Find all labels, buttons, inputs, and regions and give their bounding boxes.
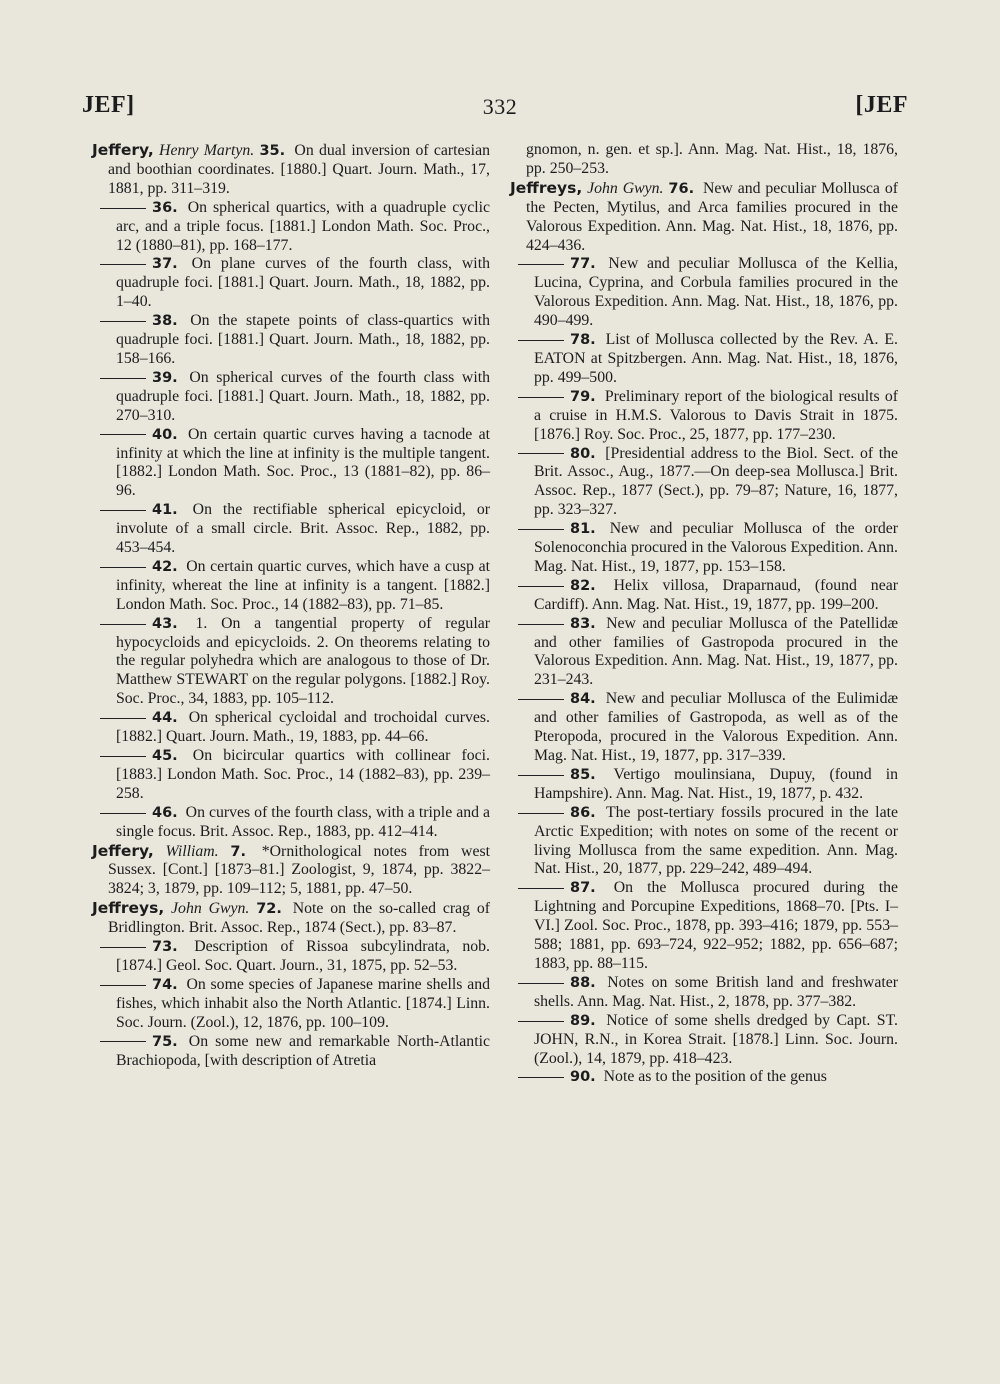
ditto-dash [518, 624, 564, 625]
entry-number: 79. [570, 388, 596, 405]
ditto-dash [518, 983, 564, 984]
bibliography-entry [526, 974, 898, 1012]
ditto-dash [100, 985, 146, 986]
ditto-dash [100, 1041, 146, 1042]
bibliography-entry [108, 747, 490, 804]
entry-number: 38. [152, 313, 178, 330]
entry-number: 45. [152, 748, 178, 764]
author-surname: Jeffreys, [92, 899, 165, 918]
bibliography-entry [526, 690, 898, 766]
author-given-name: John Gwyn. [587, 179, 664, 197]
author-entry [92, 842, 490, 900]
bibliography-entry [108, 501, 490, 558]
bibliography-entry [526, 445, 898, 521]
ditto-dash [100, 947, 146, 948]
entry-text: On the Mollusca procured during the Lightning and Porcupine Expeditions, 1868–70. [Pts. I–VI.] Zool. Soc. Proc., 1878, pp. 393–416; 1879, pp. 553–588; 1881, pp. 693–724, 922–952; 1882, pp. 656–687; 1883, pp. 88–115. [534, 879, 898, 972]
ditto-dash [518, 397, 564, 398]
ditto-dash [100, 510, 146, 511]
entry-text: Helix villosa, Draparnaud, (found near Cardiff). Ann. Mag. Nat. Hist., 19, 1877, pp. 199–200. [534, 576, 898, 613]
ditto-dash [518, 775, 564, 776]
bibliography-entry [108, 1033, 490, 1071]
entry-number: 75. [152, 1033, 178, 1050]
ditto-dash [518, 453, 564, 454]
ditto-dash [518, 586, 564, 587]
continued-entry [526, 141, 898, 179]
bibliography-entry [108, 199, 490, 256]
ditto-dash [100, 567, 146, 568]
author-given-name: William. [165, 842, 219, 860]
author-given-name: John Gwyn. [171, 900, 250, 918]
entry-text: On some new and remarkable North-Atlantic Brachiopoda, [with description of Atretia [116, 1032, 490, 1069]
bibliography-entry [526, 331, 898, 388]
entry-text: Preliminary report of the biological results of a cruise in H.M.S. Valorous to Davis Strait in 1875. [1876.] Roy. Soc. Proc., 25, 1877, pp. 177–230. [534, 387, 898, 443]
author-surname: Jeffreys, [510, 178, 583, 197]
bibliography-entry [108, 804, 490, 842]
entry-number: 35. [259, 143, 286, 159]
ditto-dash [100, 434, 146, 435]
bibliography-entry [108, 709, 490, 747]
bibliography-entry [526, 1012, 898, 1069]
entry-text: [Presidential address to the Biol. Sect. of the Brit. Assoc., Aug., 1877.—On deep-sea Mollusca.] Brit. Assoc. Rep., 1877 (Sect.), pp. 79–87; Nature, 16, 1877, pp. 323–327. [534, 444, 898, 519]
entry-text: On certain quartic curves having a tacnode at infinity at which the line at infinity is the multiple tangent. [1882.] London Math. Soc. Proc., 13 (1881–82), pp. 86–96. [116, 425, 490, 500]
ditto-dash [100, 208, 146, 209]
entry-text: gnomon, n. gen. et sp.]. Ann. Mag. Nat. Hist., 18, 1876, pp. 250–253. [526, 141, 898, 177]
bibliography-entry [526, 615, 898, 691]
entry-text: New and peculiar Mollusca of the Patellidæ and other families of Gastropoda procured in the Valorous Expedition. Ann. Mag. Nat. Hist., 19, 1877, pp. 231–243. [534, 614, 899, 689]
entry-number: 43. [152, 615, 178, 632]
ditto-dash [518, 264, 564, 265]
entry-number: 83. [570, 615, 596, 632]
entry-text: Vertigo moulinsiana, Dupuy, (found in Hampshire). Ann. Mag. Nat. Hist., 19, 1877, p. 432. [534, 765, 899, 802]
ditto-dash [100, 264, 146, 265]
entry-number: 85. [570, 766, 596, 783]
author-given-name: Henry Martyn. [159, 142, 255, 159]
entry-number: 46. [152, 804, 178, 821]
entry-text: *Ornithological notes from west Sussex. [Cont.] [1873–81.] Zoologist, 9, 1874, pp. 3822–3824; 3, 1879, pp. 109–112; 5, 1881, pp. 47–50. [108, 842, 491, 898]
entry-number: 39. [152, 369, 178, 386]
entry-text: On spherical quartics, with a quadruple cyclic arc, and a triple focus. [1881.] London Math. Soc. Proc., 12 (1880–81), pp. 168–177. [116, 198, 490, 254]
author-surname: Jeffery, [92, 141, 154, 159]
ditto-dash [518, 529, 564, 530]
entry-number: 82. [570, 577, 596, 594]
entry-text: The post-tertiary fossils procured in the late Arctic Expedition; with notes on some of the recent or living Mollusca from the same expedition. Ann. Mag. Nat. Hist., 20, 1877, pp. 229–242, 489–494. [534, 803, 898, 878]
entry-number: 36. [152, 199, 178, 216]
entry-number: 86. [570, 804, 596, 821]
entry-number: 41. [152, 502, 178, 519]
entry-text: On certain quartic curves, which have a cusp at infinity, whereat the line at infinity is a tangent. [1882.] London Math. Soc. Proc., 14 (1882–83), pp. 71–85. [116, 557, 490, 613]
entry-number: 40. [152, 426, 178, 443]
author-surname: Jeffery, [92, 841, 154, 860]
ditto-dash [100, 378, 146, 379]
ditto-dash [518, 813, 564, 814]
entry-text: On curves of the fourth class, with a triple and a single focus. Brit. Assoc. Rep., 1883, pp. 412–414. [116, 803, 490, 840]
page-number: 332 [482, 94, 518, 119]
bibliography-entry [526, 388, 898, 445]
entry-number: 87. [570, 880, 596, 897]
bibliography-entry [526, 1068, 898, 1087]
entry-text: Note as to the position of the genus [603, 1068, 827, 1086]
entry-text: New and peculiar Mollusca of the Pecten, Mytilus, and Arca families procured in the Valorous Expedition. Ann. Mag. Nat. Hist., 18, 1876, pp. 424–436. [526, 179, 898, 254]
entry-text: 1. On a tangential property of regular hypocycloids and epicycloids. 2. On theorems relating to the regular polyhedra which are analogous to those of Dr. Matthew STEWART on the regular polygons. [1882.] Roy. Soc. Proc., 34, 1883, pp. 105–112. [116, 614, 490, 708]
bibliography-entry [108, 558, 490, 615]
entry-number: 80. [570, 445, 596, 462]
entry-number: 76. [668, 180, 695, 197]
bibliography-entry [108, 976, 490, 1033]
ditto-dash [518, 888, 564, 889]
ditto-dash [518, 1021, 564, 1022]
bibliography-entry [526, 879, 898, 974]
right-column [510, 141, 899, 1087]
entry-number: 84. [570, 691, 596, 708]
entry-text: Notes on some British land and freshwater shells. Ann. Mag. Nat. Hist., 2, 1878, pp. 377–382. [534, 973, 898, 1010]
entry-text: Note on the so-called crag of Bridlington. Brit. Assoc. Rep., 1874 (Sect.), pp. 83–87. [108, 900, 491, 937]
bibliography-entry [526, 804, 898, 880]
author-entry [510, 179, 898, 256]
ditto-dash [518, 340, 564, 341]
author-entry [92, 141, 490, 199]
running-head-right: [JEF [855, 92, 908, 118]
entry-number: 37. [152, 256, 178, 273]
ditto-dash [100, 756, 146, 757]
ditto-dash [100, 813, 146, 814]
entry-text: On bicircular quartics with collinear foci. [1883.] London Math. Soc. Proc., 14 (1882–83), pp. 239–258. [116, 747, 490, 802]
entry-number: 88. [570, 974, 596, 991]
entry-number: 90. [570, 1069, 596, 1086]
ditto-dash [100, 624, 146, 625]
author-entry [92, 899, 490, 938]
bibliography-entry [108, 369, 490, 426]
entry-number: 44. [152, 710, 178, 727]
entry-number: 74. [152, 976, 178, 993]
entry-text: New and peculiar Mollusca of the Eulimidæ and other families of Gastropoda, as well as of the Pteropoda, procured in the Valorous Expedition. Ann. Mag. Nat. Hist., 19, 1877, pp. 317–339. [534, 690, 899, 764]
entry-number: 72. [256, 901, 282, 918]
ditto-dash [100, 718, 146, 719]
bibliography-entry [108, 255, 490, 312]
ditto-dash [518, 699, 564, 700]
entry-text: On spherical cycloidal and trochoidal curves. [1882.] Quart. Journ. Math., 19, 1883, pp. 44–66. [116, 709, 490, 746]
ditto-dash [518, 1077, 564, 1078]
entry-text: On dual inversion of cartesian and boothian coordinates. [1880.] Quart. Journ. Math., 17, 1881, pp. 311–319. [108, 142, 490, 197]
entry-text: New and peculiar Mollusca of the order Solenoconchia procured in the Valorous Expedition. Ann. Mag. Nat. Hist., 19, 1877, pp. 153–158. [534, 520, 899, 575]
entry-text: On plane curves of the fourth class, with quadruple foci. [1881.] Quart. Journ. Math., 18, 1882, pp. 1–40. [116, 255, 490, 311]
entry-number: 81. [570, 521, 596, 538]
entry-number: 77. [570, 256, 596, 273]
entry-text: On spherical curves of the fourth class with quadruple foci. [1881.] Quart. Journ. Math., 18, 1882, pp. 270–310. [116, 368, 490, 424]
bibliography-entry [526, 255, 898, 331]
entry-number: 78. [570, 332, 596, 349]
left-column [92, 141, 491, 1070]
running-head-left: JEF] [82, 92, 135, 118]
entry-text: On the stapete points of class-quartics with quadruple foci. [1881.] Quart. Journ. Math., 18, 1882, pp. 158–166. [116, 312, 490, 367]
entry-number: 42. [152, 558, 178, 575]
entry-text: On some species of Japanese marine shells and fishes, which inhabit also the North Atlantic. [1874.] Linn. Soc. Journ. (Zool.), 12, 1876, pp. 100–109. [116, 975, 490, 1031]
bibliography-entry [108, 426, 490, 502]
bibliography-entry [108, 615, 490, 710]
entry-text: Description of Rissoa subcylindrata, nob. [1874.] Geol. Soc. Quart. Journ., 31, 1875, pp. 52–53. [116, 938, 491, 974]
ditto-dash [100, 321, 146, 322]
bibliography-entry [526, 520, 898, 577]
bibliography-entry [108, 938, 490, 976]
entry-text: On the rectifiable spherical epicycloid, or involute of a small circle. Brit. Assoc. Rep., 1882, pp. 453–454. [116, 501, 490, 557]
entry-text: Notice of some shells dredged by Capt. ST. JOHN, R.N., in Korea Strait. [1878.] Linn. Soc. Journ. (Zool.), 14, 1879, pp. 418–423. [534, 1011, 898, 1067]
entry-number: 73. [152, 939, 178, 956]
entry-text: New and peculiar Mollusca of the Kellia, Lucina, Cyprina, and Corbula families procured in the Valorous Expedition. Ann. Mag. Nat. Hist., 18, 1876, pp. 490–499. [534, 255, 898, 330]
entry-number: 89. [570, 1012, 596, 1029]
bibliography-entry [108, 312, 490, 369]
entry-text: List of Mollusca collected by the Rev. A. E. EATON at Spitzbergen. Ann. Mag. Nat. Hist., 18, 1876, pp. 499–500. [534, 331, 898, 386]
bibliography-entry [526, 577, 898, 615]
bibliography-entry [526, 766, 898, 804]
entry-number: 7. [230, 843, 246, 860]
